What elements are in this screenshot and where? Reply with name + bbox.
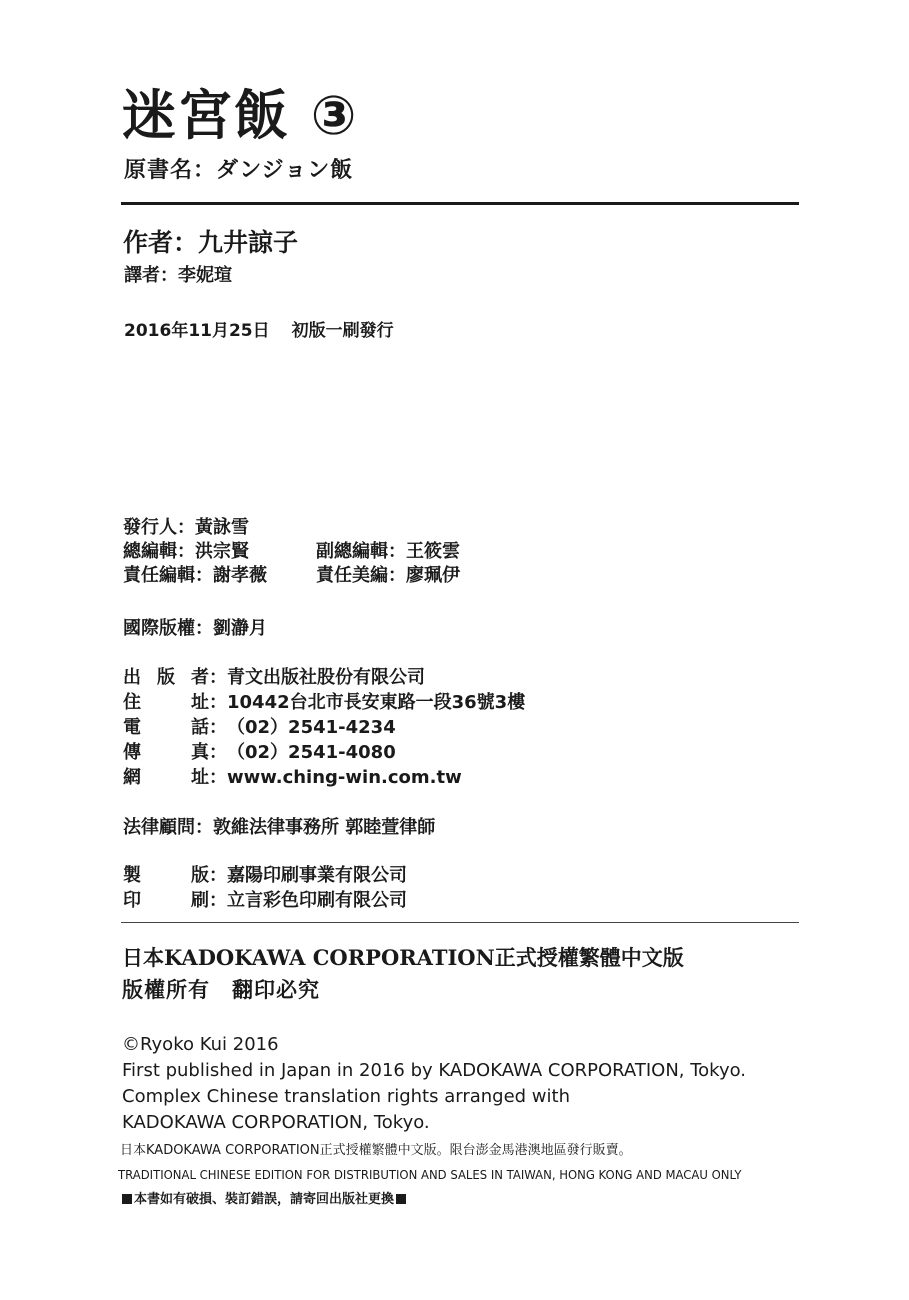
english-line: KADOKAWA CORPORATION, Tokyo. <box>122 1112 430 1133</box>
publisher-row: 出版者：青文出版社股份有限公司 <box>123 667 425 688</box>
rights-divider <box>121 922 799 923</box>
english-line: ©Ryoko Kui 2016 <box>122 1034 279 1055</box>
square-bullet-icon <box>396 1194 406 1204</box>
original-title: 原書名：ダンジョン飯 <box>124 158 354 183</box>
fax-row: 傳真：（02）2541-4080 <box>123 742 396 763</box>
publication-date: 2016年11月25日 <box>124 321 270 341</box>
copyright-line: 版權所有 翻印必究 <box>122 977 320 1002</box>
plate-making-row: 製版：嘉陽印刷事業有限公司 <box>123 865 407 886</box>
english-line: Complex Chinese translation rights arranged with <box>122 1086 570 1107</box>
legal-advisor: 法律顧問：敦維法律事務所 郭睦萱律師 <box>123 817 436 838</box>
staff-block <box>123 516 460 588</box>
printing-info <box>123 864 407 914</box>
art-editor: 責任美編：廖珮伊 <box>316 565 460 586</box>
editor-in-charge: 責任編輯：謝孝薇 <box>123 565 267 586</box>
edition: 初版一刷發行 <box>291 321 394 341</box>
publisher-person: 發行人：黃詠雪 <box>123 517 249 538</box>
address-row: 住址：10442台北市長安東路一段36號3樓 <box>123 692 526 713</box>
square-bullet-icon <box>122 1194 132 1204</box>
author: 作者：九井諒子 <box>123 228 299 257</box>
english-copyright <box>122 1032 746 1136</box>
english-line: First published in Japan in 2016 by KADOKAWA CORPORATION, Tokyo. <box>122 1060 747 1081</box>
international-rights: 國際版權：劉瀞月 <box>123 618 267 639</box>
deputy-chief-editor: 副總編輯：王筱雲 <box>316 541 460 562</box>
authorization-line: 日本KADOKAWA CORPORATION正式授權繁體中文版 <box>122 945 684 970</box>
distribution-en: TRADITIONAL CHINESE EDITION FOR DISTRIBUTION AND SALES IN TAIWAN, HONG KONG AND MACAU ONLY <box>118 1168 742 1182</box>
header-divider <box>121 202 799 205</box>
printing-row: 印刷：立言彩色印刷有限公司 <box>123 890 407 911</box>
distribution-zh: 日本KADOKAWA CORPORATION正式授權繁體中文版。限台澎金馬港澳地區發行販賣。 <box>120 1143 632 1158</box>
website-row: 網址：www.ching-win.com.tw <box>123 767 462 788</box>
book-title: 迷宮飯 ③ <box>122 84 359 147</box>
chief-editor: 總編輯：洪宗賢 <box>123 541 249 562</box>
translator: 譯者：李妮瑄 <box>124 265 232 286</box>
damage-notice: 本書如有破損、裝訂錯誤，請寄回出版社更換 <box>120 1191 408 1209</box>
phone-row: 電話：（02）2541-4234 <box>123 717 396 738</box>
publication-line <box>124 320 394 342</box>
publisher-info <box>123 666 525 791</box>
